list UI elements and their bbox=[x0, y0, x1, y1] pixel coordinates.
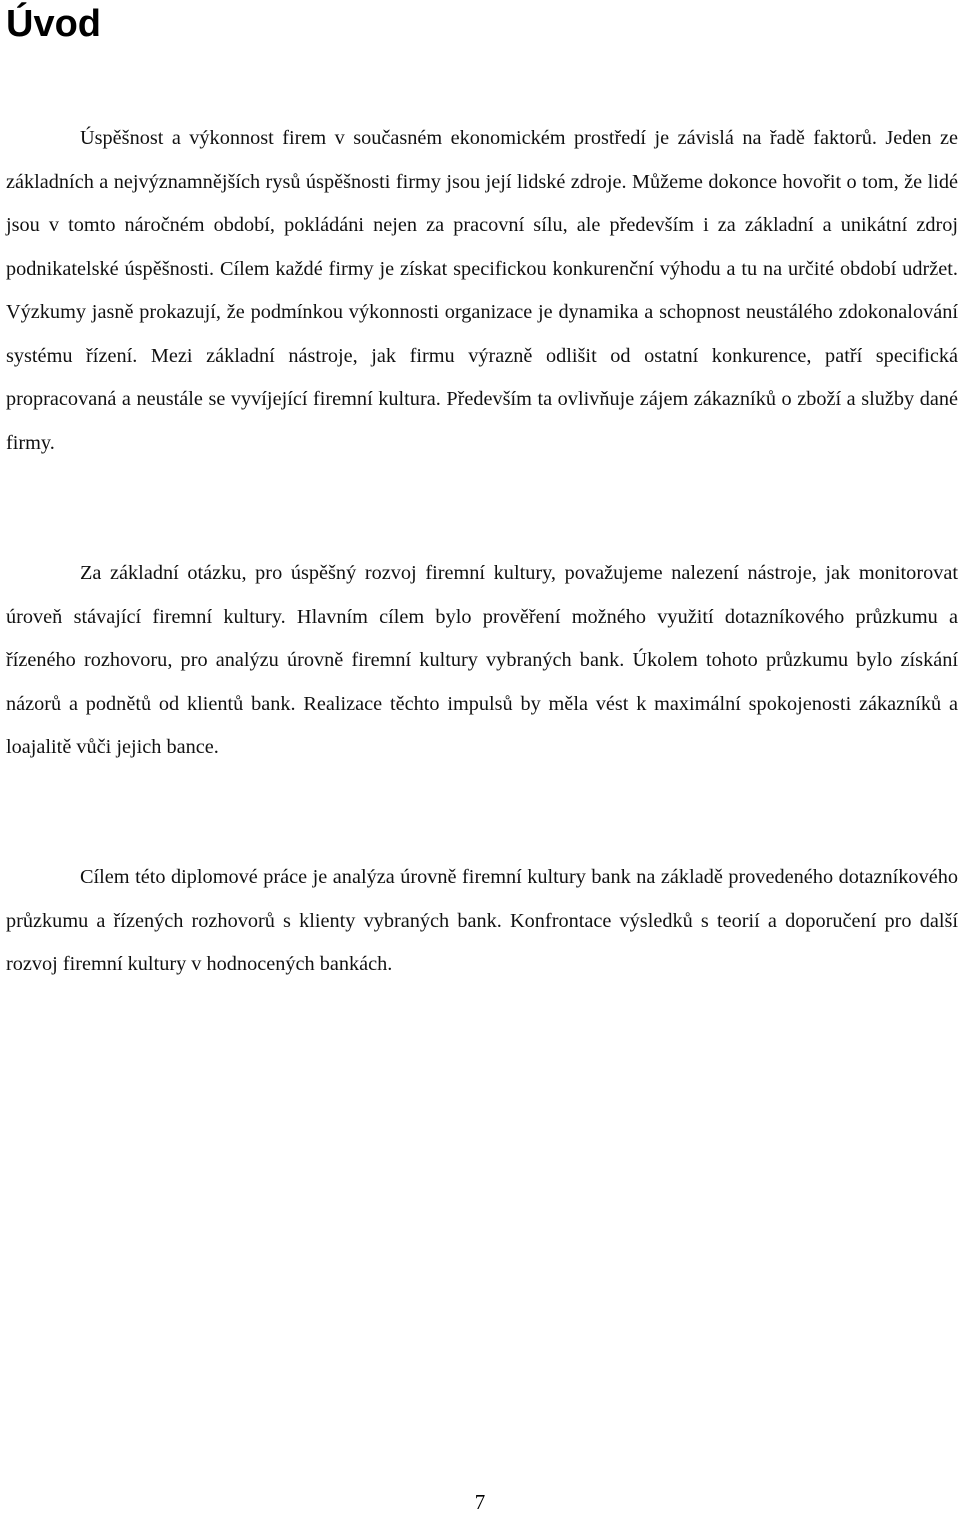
chapter-heading: Úvod bbox=[6, 3, 101, 45]
page-number: 7 bbox=[474, 1490, 486, 1514]
paragraph-1-text: Úspěšnost a výkonnost firem v současném ekonomickém prostředí je závislá na řadě faktorů. Jeden ze základních a nejvýznamnějších rysů úspěšnosti firmy jsou její lidské zdroje. Můžeme dokonce hovořit o tom, že lidé jsou v tomto náročném období, pokládáni nejen za pracovní sílu, ale především i za základní a unikátní zdroj podnikatelské úspěšnosti. Cílem každé firmy je získat specifickou konkurenční výhodu a tu na určité období udržet. Výzkumy jasně prokazují, že podmínkou výkonnosti organizace je dynamika a schopnost neustálého zdokonalování systému řízení. Mezi základní nástroje, jak firmu výrazně odlišit od ostatní konkurence, patří specifická propracovaná a neustále se vyvíjející firemní kultura. Především ta ovlivňuje zájem zákazníků o zboží a služby dané firmy. bbox=[6, 127, 958, 454]
paragraph-2-text: Za základní otázku, pro úspěšný rozvoj firemní kultury, považujeme nalezení nástroje, jak monitorovat úroveň stávající firemní kultury. Hlavním cílem bylo prověření možného využití dotazníkového průzkumu a řízeného rozhovoru, pro analýzu úrovně firemní kultury vybraných bank. Úkolem tohoto průzkumu bylo získání názorů a podnětů od klientů bank. Realizace těchto impulsů by měla vést k maximální spokojenosti zákazníků a loajalitě vůči jejich bance. bbox=[6, 562, 958, 758]
paragraph-1 bbox=[6, 117, 958, 465]
paragraph-3-text: Cílem této diplomové práce je analýza úrovně firemní kultury bank na základě provedeného dotazníkového průzkumu a řízených rozhovorů s klienty vybraných bank. Konfrontace výsledků s teorií a doporučení pro další rozvoj firemní kultury v hodnocených bankách. bbox=[6, 866, 958, 975]
paragraph-3 bbox=[6, 856, 958, 987]
paragraph-2 bbox=[6, 552, 958, 770]
